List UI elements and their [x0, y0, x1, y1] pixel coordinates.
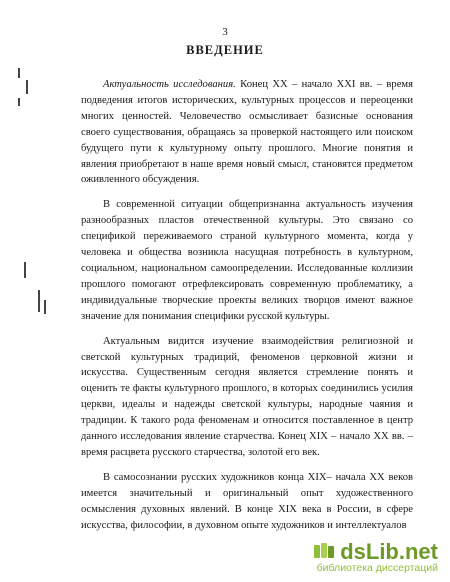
document-heading: ВВЕДЕНИЕ [186, 43, 264, 57]
watermark-logo-suffix: .net [398, 538, 438, 564]
paragraph-text: Конец XX – начало XXI вв. – время подведения итогов исторических, культурных процессов и переоценки многих ценностей. Человечество осмысливает базисные основания своего существования, обращаясь за проверкой настоящего или поиском будущего пути к культурному опыту прошлого. Многие понятия и явления приобретают в наше время новый смысл, становятся предметом оживленного обсуждения. [81, 79, 413, 186]
paragraph-relevance [81, 77, 413, 188]
page-number: 3 [222, 26, 228, 38]
margin-mark [44, 300, 46, 314]
section-lead: Актуальность исследования. [103, 79, 236, 90]
paragraph-text: В современной ситуации общепризнанна актуальность изучения разнообразных пластов отечественной культуры. Это связано со спецификой переживаемого страной культурного момента, когда у человека и общества возникла насущная потребность в культурном, социальном, национальном самоопределении. Исследованные коллизии прошлого помогают отрефлексировать современную проблематику, а индивидуальные творческие проекты великих творцов имеют важное значение для понимания специфики русской культуры. [81, 199, 413, 322]
margin-mark [26, 80, 28, 94]
book-stack-icon [313, 542, 337, 560]
watermark-logo-name: dsLib [340, 538, 399, 564]
margin-mark [18, 68, 20, 78]
margin-mark [24, 262, 26, 278]
paragraph [81, 334, 413, 461]
margin-mark [18, 98, 20, 106]
dslib-watermark[interactable] [313, 540, 438, 574]
watermark-logo [340, 540, 438, 563]
paragraph-text: В самосознании русских художников конца XIX– начала XX веков имеется значительный и оригинальный опыт художественного осмысления духовных явлений. В конце XIX века в России, в сфере искусства, философии, в духовном опыте художников и интеллектуалов [81, 471, 413, 531]
watermark-subtitle: библиотека диссертаций [316, 561, 438, 574]
paragraph [81, 197, 413, 324]
margin-mark [38, 290, 40, 312]
watermark-logo-row [313, 540, 438, 563]
paragraph [81, 470, 413, 534]
body-text [81, 77, 413, 542]
paragraph-text: Актуальным видится изучение взаимодействия религиозной и светской культурных традиций, феноменов церковной жизни и искусства. Существенным сегодня является стремление понять и оценить те факты культурного прошлого, в которых соединились усилия церкви, идеалы и надежды светской культуры, народные чаяния и традиции. К такого рода феноменам и относится поставленное в центр данного исследования явление старчества. Конец XIX – начало XX вв. – время расцвета русского старчества, золотой его век. [81, 335, 413, 458]
